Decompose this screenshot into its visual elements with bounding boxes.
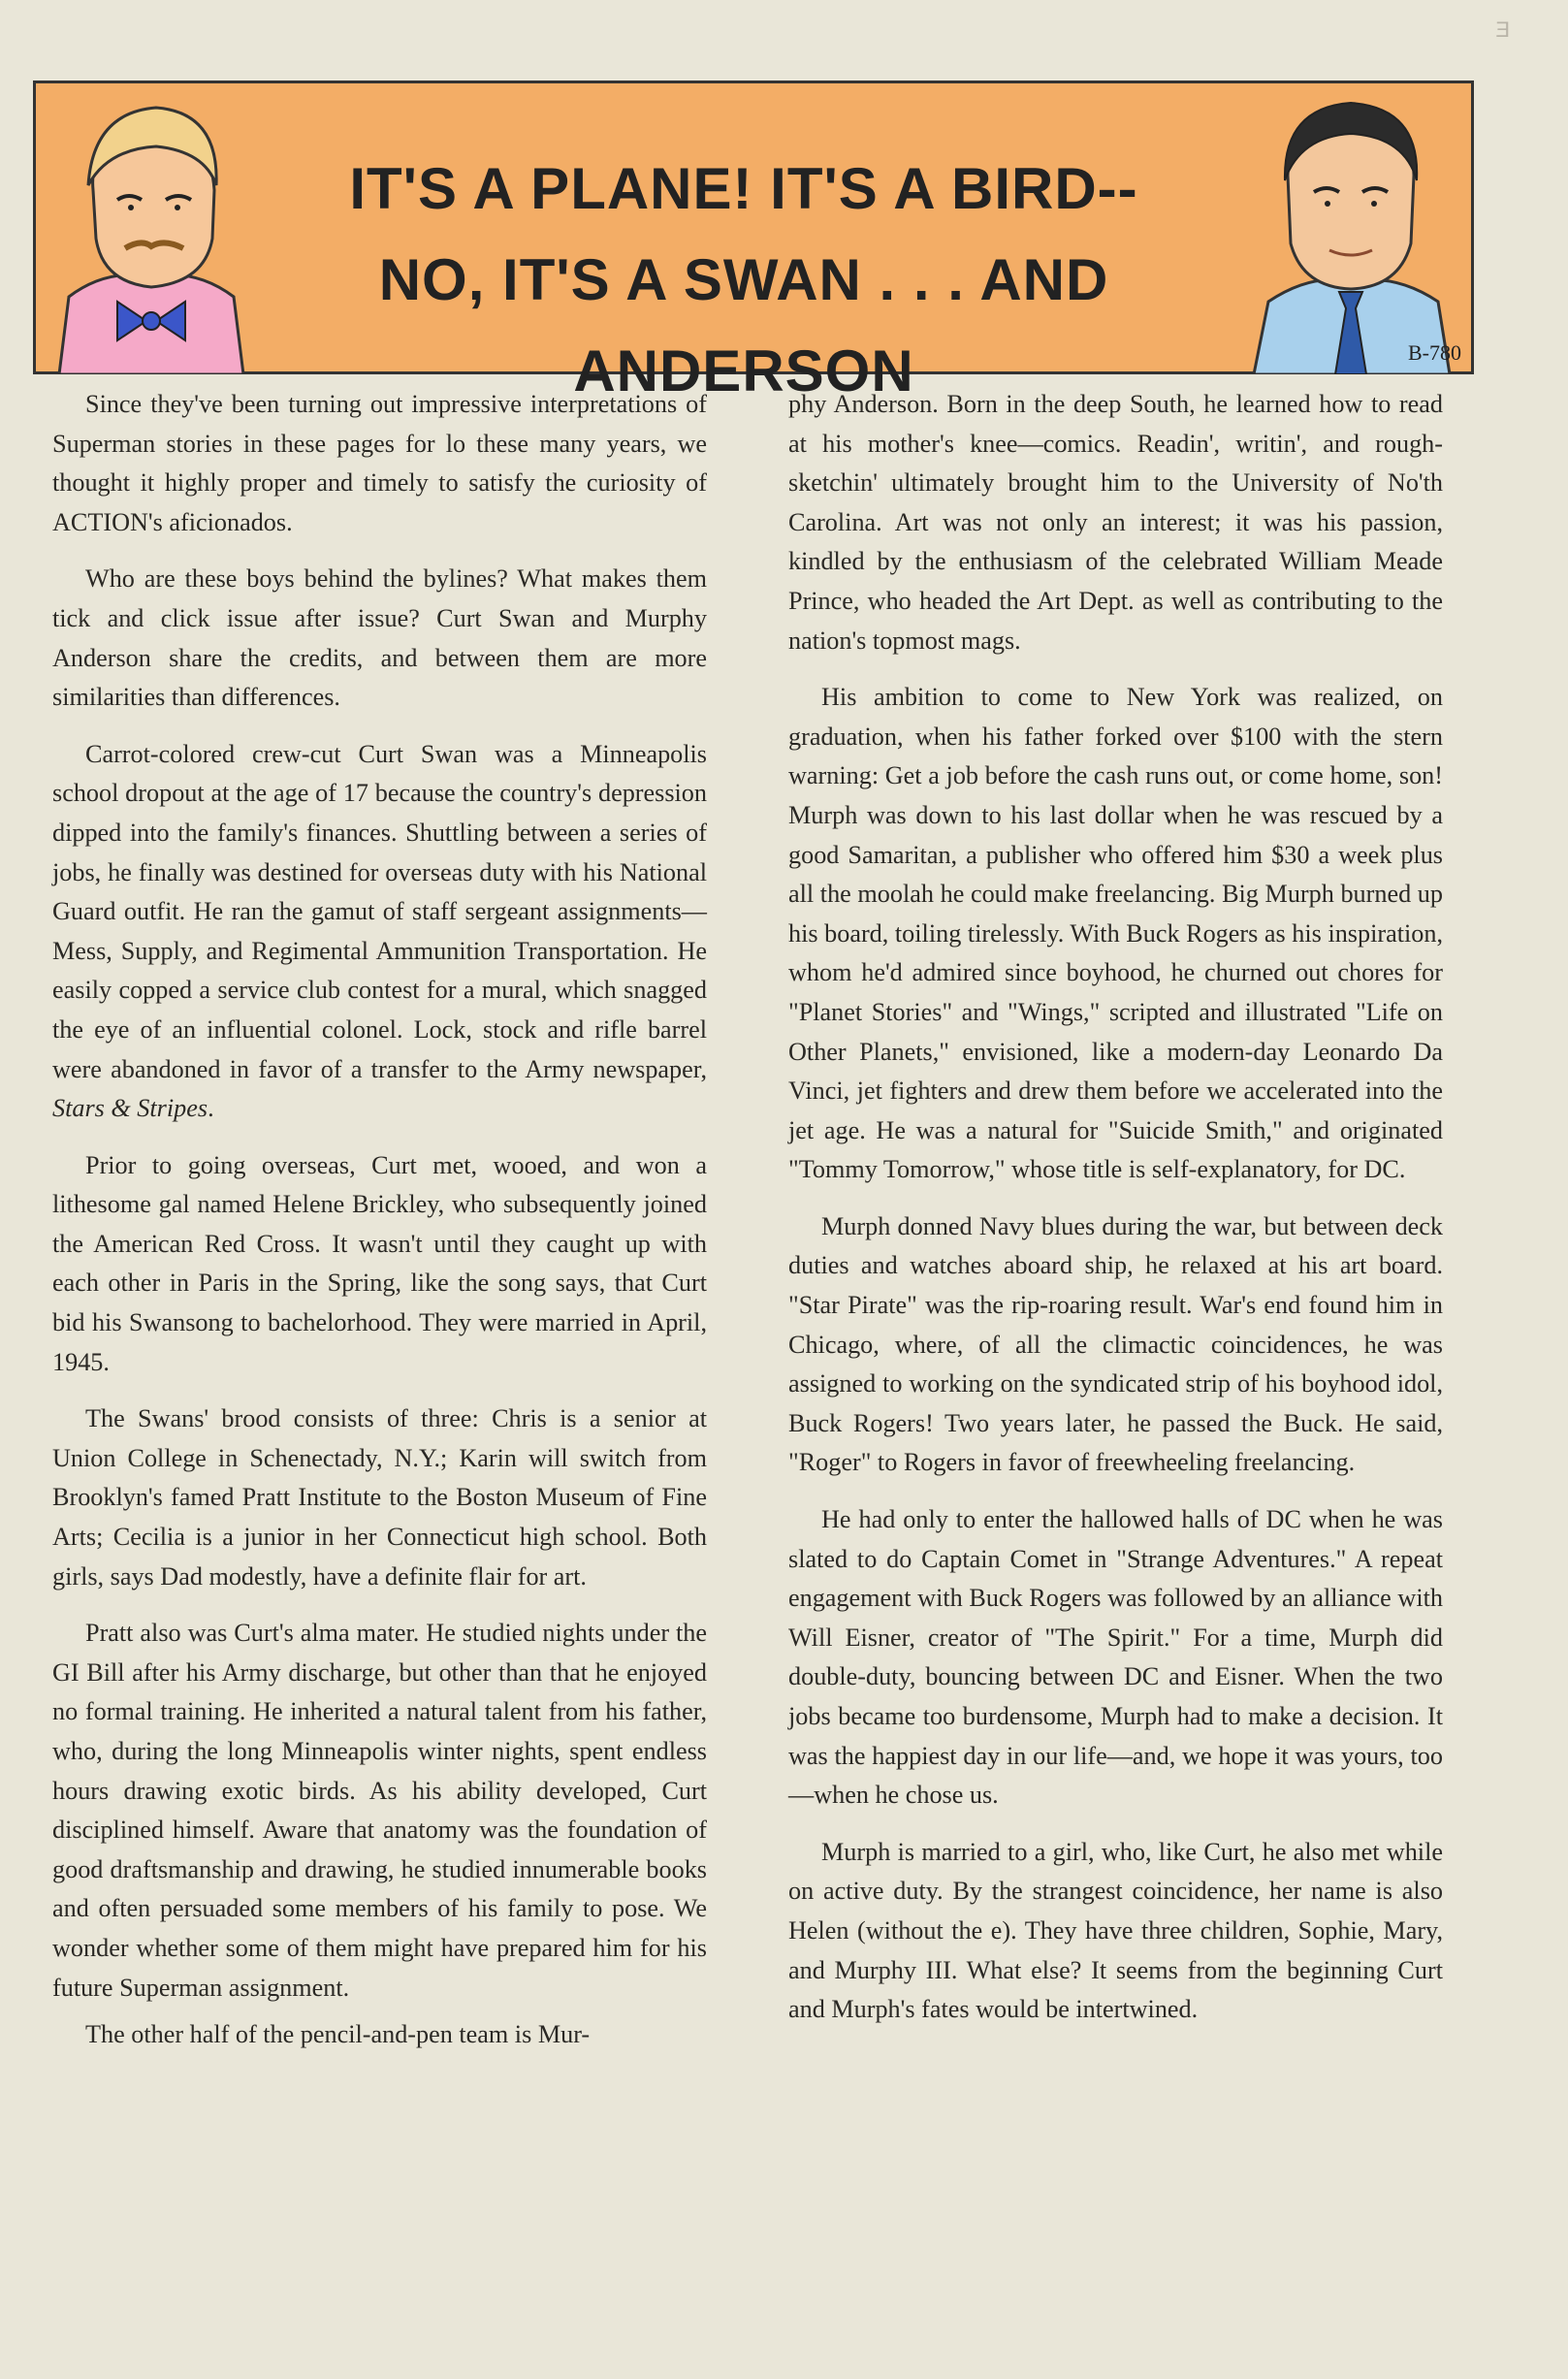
article-body <box>52 385 1472 2334</box>
paragraph <box>52 735 707 1129</box>
right-column <box>788 385 1443 2047</box>
paragraph: Murph is married to a girl, who, like Curt, he also met while on active duty. By the strangest coincidence, her name is also Helen (without the e). They have three children, Sophie, Mary, and Murphy III. What else? It seems from the beginning Curt and Murph's fates would be intertwined. <box>788 1837 1443 2024</box>
headline-line-2: NO, IT'S A SWAN . . . AND ANDERSON <box>378 247 1109 403</box>
paragraph: Since they've been turning out impressive interpretations of Superman stories in these pages for lo these many years, we thought it highly proper and timely to satisfy the curiosity of ACTION's aficionados. <box>52 390 707 536</box>
paragraph: Murph donned Navy blues during the war, but between deck duties and watches aboard ship, he relaxed at his art board. "Star Pirate" was the rip-roaring result. War's end found him in Chicago, where, of all the climactic coincidences, he was assigned to working on the syndicated strip of his boyhood idol, Buck Rogers! Two years later, he passed the Buck. He said, "Roger" to Rogers in favor of freewheeling freelancing. <box>788 1211 1443 1477</box>
curt-swan-portrait <box>49 83 253 374</box>
paragraph: The other half of the pencil-and-pen team is Mur- <box>85 2020 591 2049</box>
paragraph-text: Carrot-colored crew-cut Curt Swan was a Minneapolis school dropout at the age of 17 because the country's depression dipped into the family's finances. Shuttling between a series of jobs, he finally was destined for overseas duty with his National Guard outfit. He ran the gamut of staff sergeant assignments—Mess, Supply, and Regimental Ammunition Transportation. He easily copped a service club contest for a mural, which snagged the eye of an influential colonel. Lock, stock and rifle barrel were abandoned in favor of a transfer to the Army newspaper, <box>52 739 707 1083</box>
headline-line-1: IT'S A PLANE! IT'S A BIRD-- <box>349 156 1138 221</box>
paragraph: Pratt also was Curt's alma mater. He studied nights under the GI Bill after his Army discharge, but other than that he enjoyed no formal training. He inherited a natural talent from his father, who, during the long Minneapolis winter nights, spent endless hours drawing exotic birds. As his ability developed, Curt disciplined himself. Aware that anatomy was the foundation of good draftsmanship and drawing, he studied innumerable books and often persuaded some members of his family to pose. We wonder whether some of them might have prepared him for his future Superman assignment. <box>52 1619 707 2002</box>
headline <box>230 144 1258 417</box>
left-column <box>52 385 707 2055</box>
paragraph: The Swans' brood consists of three: Chris is a senior at Union College in Schenectady, N.Y.; Karin will switch from Brooklyn's famed Pratt Institute to the Boston Museum of Fine Arts; Cecilia is a junior in her Connecticut high school. Both girls, says Dad modestly, have a definite flair for art. <box>52 1404 707 1591</box>
paragraph: His ambition to come to New York was realized, on graduation, when his father forked over $100 with the stern warning: Get a job before the cash runs out, or come home, son! Murph was down to his last dollar when he was rescued by a good Samaritan, a publisher who offered him $30 a week plus all the moolah he could make freelancing. Big Murph burned up his board, toiling tirelessly. With Buck Rogers as his inspiration, whom he'd admired since boyhood, he churned out chores for "Planet Stories" and "Wings," scripted and illustrated "Life on Other Planets," envisioned, like a modern-day Leonardo Da Vinci, jet fighters and drew them before we accelerated into the jet age. He was a natural for "Suicide Smith," and originated "Tommy Tomorrow," whose title is self-explanatory, for DC. <box>788 683 1443 1184</box>
paragraph-text: . <box>208 1094 214 1123</box>
paragraph: Prior to going overseas, Curt met, wooed, and won a lithesome gal named Helene Brickley, who subsequently joined the American Red Cross. It wasn't until they caught up with each other in Paris in the Spring, like the song says, that Curt bid his Swansong to bachelorhood. They were married in April, 1945. <box>52 1150 707 1376</box>
paragraph: Who are these boys behind the bylines? What makes them tick and click issue after issue? Curt Swan and Murphy Anderson share the credits, and between them are more similarities than differences. <box>52 564 707 712</box>
page-corner-mark: Ǝ <box>1495 17 1510 42</box>
title-banner <box>33 80 1474 403</box>
paragraph: phy Anderson. Born in the deep South, he learned how to read at his mother's knee—comics. Readin', writin', and rough-sketchin' ultimately brought him to the University of No'th Carolina. Art was not only an interest; it was his passion, kindled by the enthusiasm of the celebrated William Meade Prince, who headed the Art Dept. as well as contributing to the nation's topmost mags. <box>788 390 1443 655</box>
murphy-anderson-portrait <box>1244 83 1457 374</box>
story-code: B-780 <box>1408 340 1461 365</box>
paragraph: He had only to enter the hallowed halls of DC when he was slated to do Captain Comet in "Strange Adventures." A repeat engagement with Buck Rogers was followed by an alliance with Will Eisner, creator of "The Spirit." For a time, Murph did double-duty, bouncing between DC and Eisner. When the two jobs became too burdensome, Murph had to make a decision. It was the happiest day in our life—and, we hope it was yours, too—when he chose us. <box>788 1505 1443 1810</box>
newspaper-title: Stars & Stripes <box>52 1094 208 1123</box>
